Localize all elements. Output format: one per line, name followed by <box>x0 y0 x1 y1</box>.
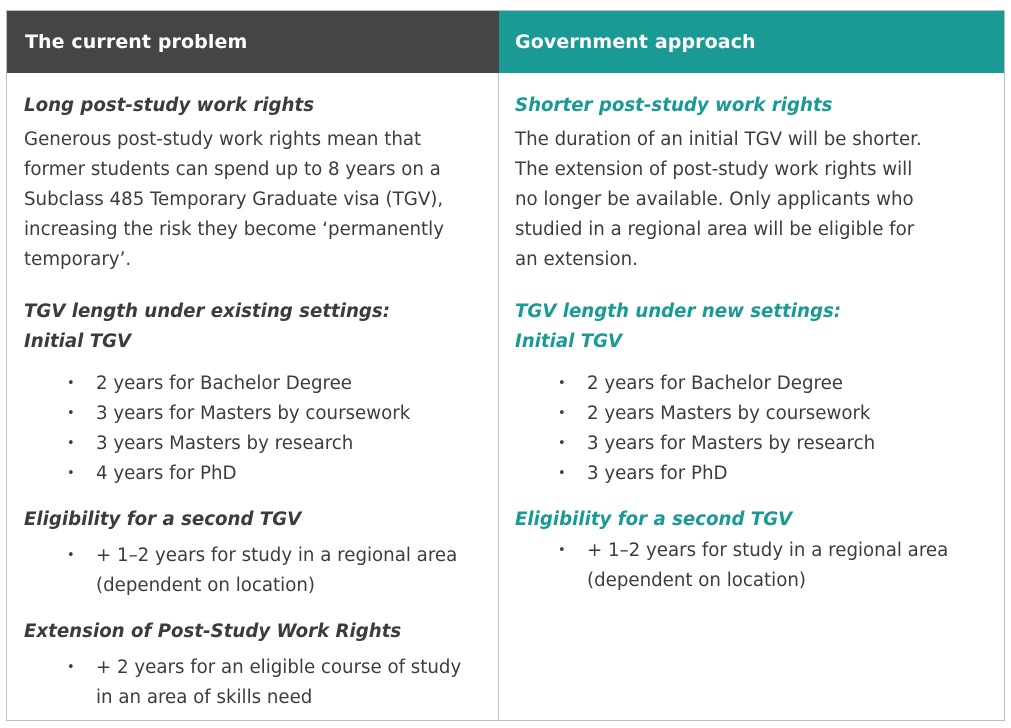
list-item: • 2 years Masters by coursework <box>515 399 1004 429</box>
left-section-subtitle-initial-tgv: Initial TGV <box>24 331 132 352</box>
list-item-line: + 1–2 years for study in a regional area <box>96 545 458 566</box>
left-section-title-post-study: Long post-study work rights <box>24 95 315 116</box>
left-extension-section <box>24 617 498 713</box>
right-section-title-post-study: Shorter post-study work rights <box>515 95 833 116</box>
right-section-subtitle-initial-tgv: Initial TGV <box>515 331 623 352</box>
right-section-title-second-tgv: Eligibility for a second TGV <box>515 509 793 530</box>
right-paragraph-line: no longer be available. Only applicants who <box>515 189 914 210</box>
left-second-tgv-section <box>24 505 498 601</box>
right-tgv-length-section <box>515 297 1004 489</box>
left-paragraph-line: increasing the risk they become ‘permanently <box>24 219 444 240</box>
left-second-tgv-list <box>24 541 498 601</box>
list-item-line: + 2 years for an eligible course of study <box>96 657 462 678</box>
right-tgv-length-list <box>515 369 1004 489</box>
left-section-title-extension: Extension of Post-Study Work Rights <box>24 621 402 642</box>
list-item: • 2 years for Bachelor Degree <box>24 369 498 399</box>
left-section-title-tgv-length: TGV length under existing settings: <box>24 301 391 322</box>
right-paragraph <box>515 125 1004 275</box>
list-item-line: (dependent on location) <box>587 570 806 591</box>
right-second-tgv-section <box>515 505 1004 596</box>
right-paragraph-line: The extension of post-study work rights will <box>515 159 913 180</box>
list-item: • 3 years for Masters by research <box>515 429 1004 459</box>
list-item <box>24 541 498 601</box>
left-paragraph-line: Generous post-study work rights mean that <box>24 129 422 150</box>
current-problem-column <box>7 73 499 720</box>
list-item-line: + 1–2 years for study in a regional area <box>587 540 949 561</box>
right-paragraph-line: an extension. <box>515 249 638 270</box>
right-paragraph-line: studied in a regional area will be eligible for <box>515 219 915 240</box>
header-current-problem: The current problem <box>7 11 499 73</box>
right-second-tgv-list <box>515 536 1004 596</box>
left-extension-list <box>24 653 498 713</box>
left-tgv-length-list <box>24 369 498 489</box>
right-section-title-tgv-length: TGV length under new settings: <box>515 301 842 322</box>
comparison-table <box>6 10 1005 721</box>
left-paragraph-line: temporary’. <box>24 249 132 270</box>
list-item: • 3 years for Masters by coursework <box>24 399 498 429</box>
list-item <box>24 653 498 713</box>
list-item: • 3 years Masters by research <box>24 429 498 459</box>
list-item: • 3 years for PhD <box>515 459 1004 489</box>
list-item: • 4 years for PhD <box>24 459 498 489</box>
left-paragraph-line: former students can spend up to 8 years on a <box>24 159 441 180</box>
list-item: • 2 years for Bachelor Degree <box>515 369 1004 399</box>
left-tgv-length-section <box>24 297 498 489</box>
list-item-line: (dependent on location) <box>96 575 315 596</box>
list-item <box>515 536 1004 596</box>
left-paragraph <box>24 125 498 275</box>
list-item-line: in an area of skills need <box>96 687 313 708</box>
right-paragraph-line: The duration of an initial TGV will be shorter. <box>515 129 922 150</box>
left-paragraph-line: Subclass 485 Temporary Graduate visa (TGV), <box>24 189 444 210</box>
header-government-approach: Government approach <box>499 11 1004 73</box>
left-section-title-second-tgv: Eligibility for a second TGV <box>24 509 302 530</box>
government-approach-column <box>499 73 1004 720</box>
